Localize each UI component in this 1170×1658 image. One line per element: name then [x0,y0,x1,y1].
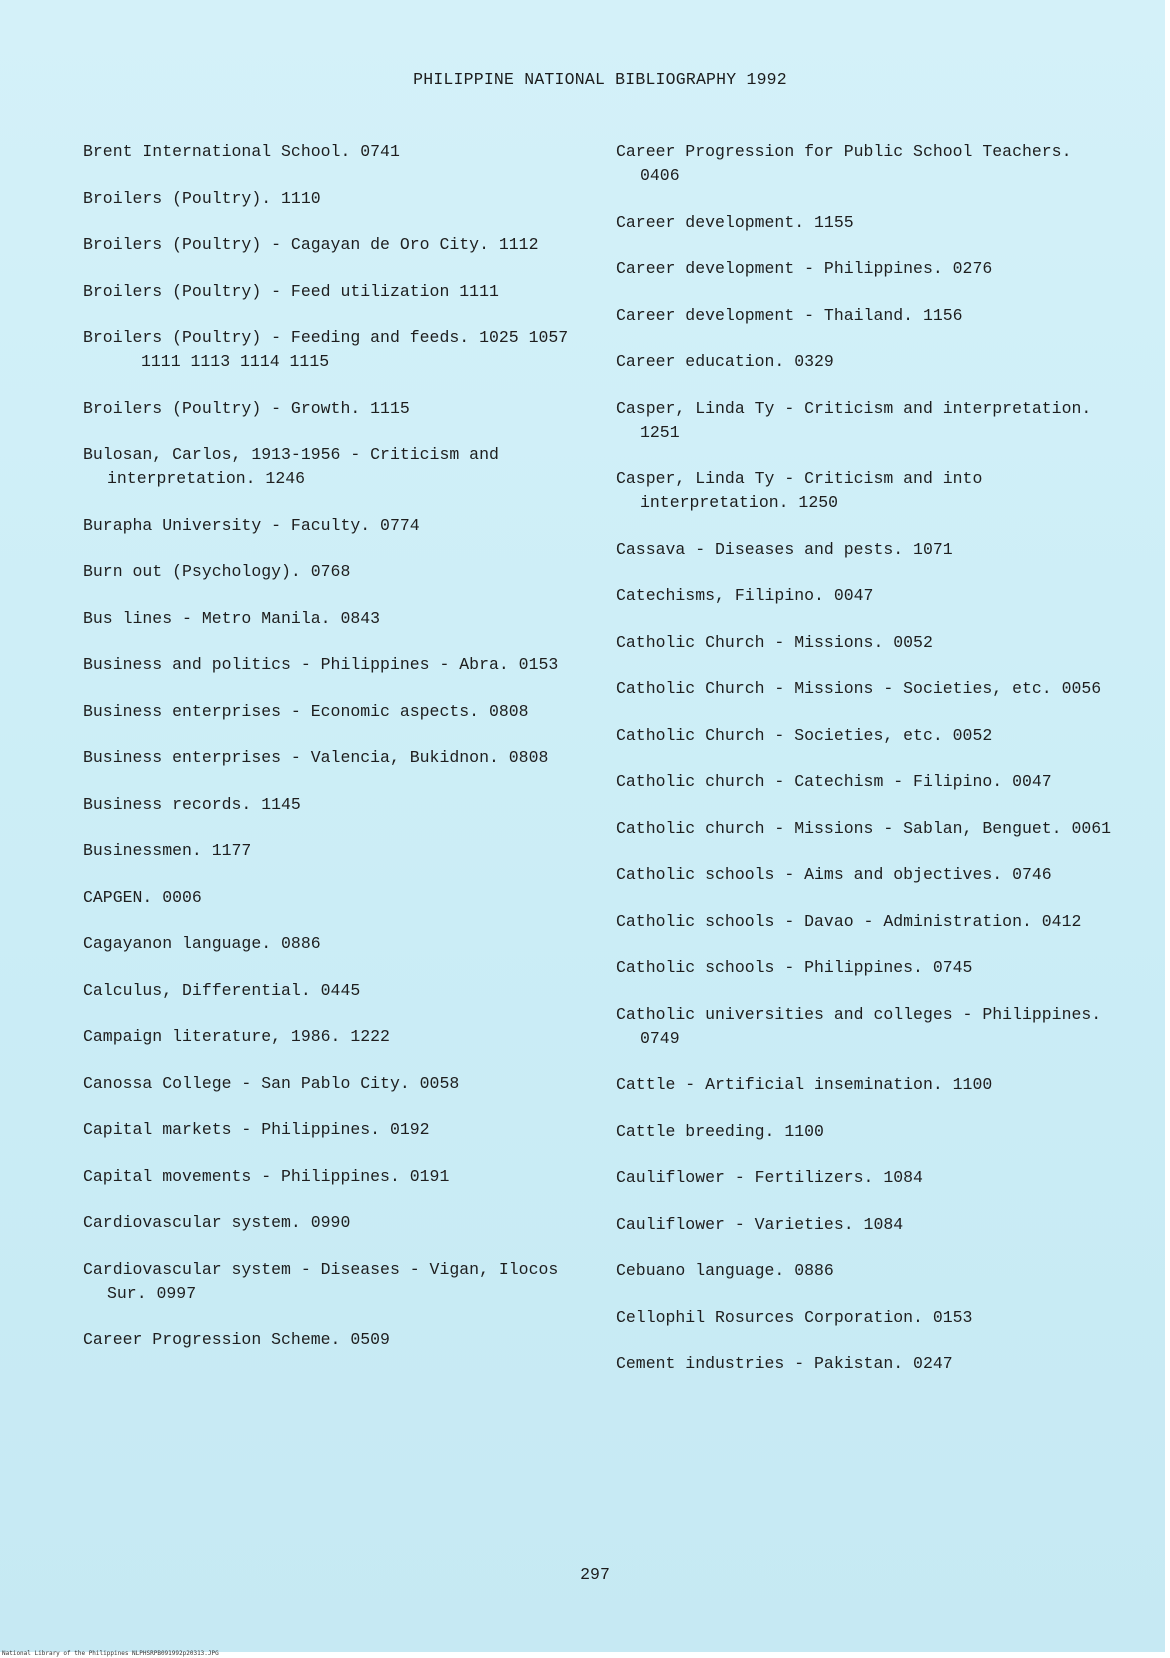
index-entry: Canossa College - San Pablo City. 0058 [83,1073,460,1093]
index-entry: Businessmen. 1177 [83,841,252,860]
index-entry: Burn out (Psychology). 0768 [83,562,351,581]
index-entry: Bulosan, Carlos, 1913-1956 - Criticism and interpretation. 1246 [83,445,499,488]
index-entry: Cauliflower - Varieties. 1084 [616,1214,904,1234]
index-entry: Career development - Philippines. 0276 [616,259,993,278]
index-entry: Business enterprises - Economic aspects. 0808 [83,701,529,721]
index-entry: Campaign literature, 1986. 1222 [83,1027,390,1046]
index-entry: Catholic universities and colleges - Philippines. 0749 [616,1004,1102,1048]
index-entry: Catholic schools - Philippines. 0745 [616,958,973,977]
index-entry: Catholic church - Catechism - Filipino. 0047 [616,772,1052,791]
index-entry: Catholic Church - Societies, etc. 0052 [616,725,993,745]
index-entry: Catholic schools - Aims and objectives. 0746 [616,865,1052,884]
index-entry: Cassava - Diseases and pests. 1071 [616,539,953,559]
index-entry: Business records. 1145 [83,794,301,814]
index-entry: Casper, Linda Ty - Criticism and interpretation. 1251 [616,398,1092,442]
index-entry: Catholic Church - Missions - Societies, etc. 0056 [616,679,1102,698]
index-entry: Casper, Linda Ty - Criticism and into interpretation. 1250 [616,469,983,512]
index-entry: Broilers (Poultry) - Cagayan de Oro City. 1112 [83,235,539,254]
index-entry: Calculus, Differential. 0445 [83,980,361,1000]
index-entry: Career Progression Scheme. 0509 [83,1330,390,1349]
index-entry: Broilers (Poultry) - Growth. 1115 [83,398,410,418]
index-entry: Brent International School. 0741 [83,142,400,161]
index-entry: Cellophil Rosurces Corporation. 0153 [616,1307,973,1327]
index-entry: Cattle - Artificial insemination. 1100 [616,1075,993,1094]
index-entry: Cauliflower - Fertilizers. 1084 [616,1168,923,1187]
index-entry: Broilers (Poultry) - Feed utilization 1111 [83,281,499,301]
index-entry: Career education. 0329 [616,352,834,371]
index-entry: Career development - Thailand. 1156 [616,305,963,325]
index-entry: Cardiovascular system - Diseases - Vigan, Ilocos Sur. 0997 [83,1259,559,1303]
index-entry: Catholic schools - Davao - Administration. 0412 [616,911,1082,931]
index-entry: Broilers (Poultry) - Feeding and feeds. 1025 1057 1111 1113 1114 1115 [83,328,569,371]
index-entry: Cattle breeding. 1100 [616,1121,824,1141]
index-entry: Career development. 1155 [616,212,854,232]
index-entry: Business enterprises - Valencia, Bukidnon. 0808 [83,748,549,767]
index-entry: Cebuano language. 0886 [616,1261,834,1280]
index-entry: Catechisms, Filipino. 0047 [616,586,874,605]
index-entry: Catholic Church - Missions. 0052 [616,632,933,652]
scan-credit-line: National Library of the Philippines NLPHSRPB091992p20313.JPG [2,1650,219,1657]
index-entry: Burapha University - Faculty. 0774 [83,515,420,535]
index-entry: Cement industries - Pakistan. 0247 [616,1354,953,1373]
right-column [616,140,1116,1399]
index-entry: Business and politics - Philippines - Abra. 0153 [83,655,559,674]
index-entry: Bus lines - Metro Manila. 0843 [83,608,381,628]
running-head: PHILIPPINE NATIONAL BIBLIOGRAPHY 1992 [413,70,787,89]
index-entry: Career Progression for Public School Teachers. 0406 [616,142,1072,185]
page-number: 297 [580,1565,610,1584]
index-entry: Cagayanon language. 0886 [83,934,321,953]
index-entry: Broilers (Poultry). 1110 [83,188,321,208]
index-entry: CAPGEN. 0006 [83,887,202,907]
index-entry: Capital movements - Philippines. 0191 [83,1166,450,1186]
index-entry: Cardiovascular system. 0990 [83,1213,351,1232]
index-entry: Capital markets - Philippines. 0192 [83,1120,430,1139]
index-entry: Catholic church - Missions - Sablan, Benguet. 0061 [616,818,1112,838]
left-column [83,140,603,1375]
